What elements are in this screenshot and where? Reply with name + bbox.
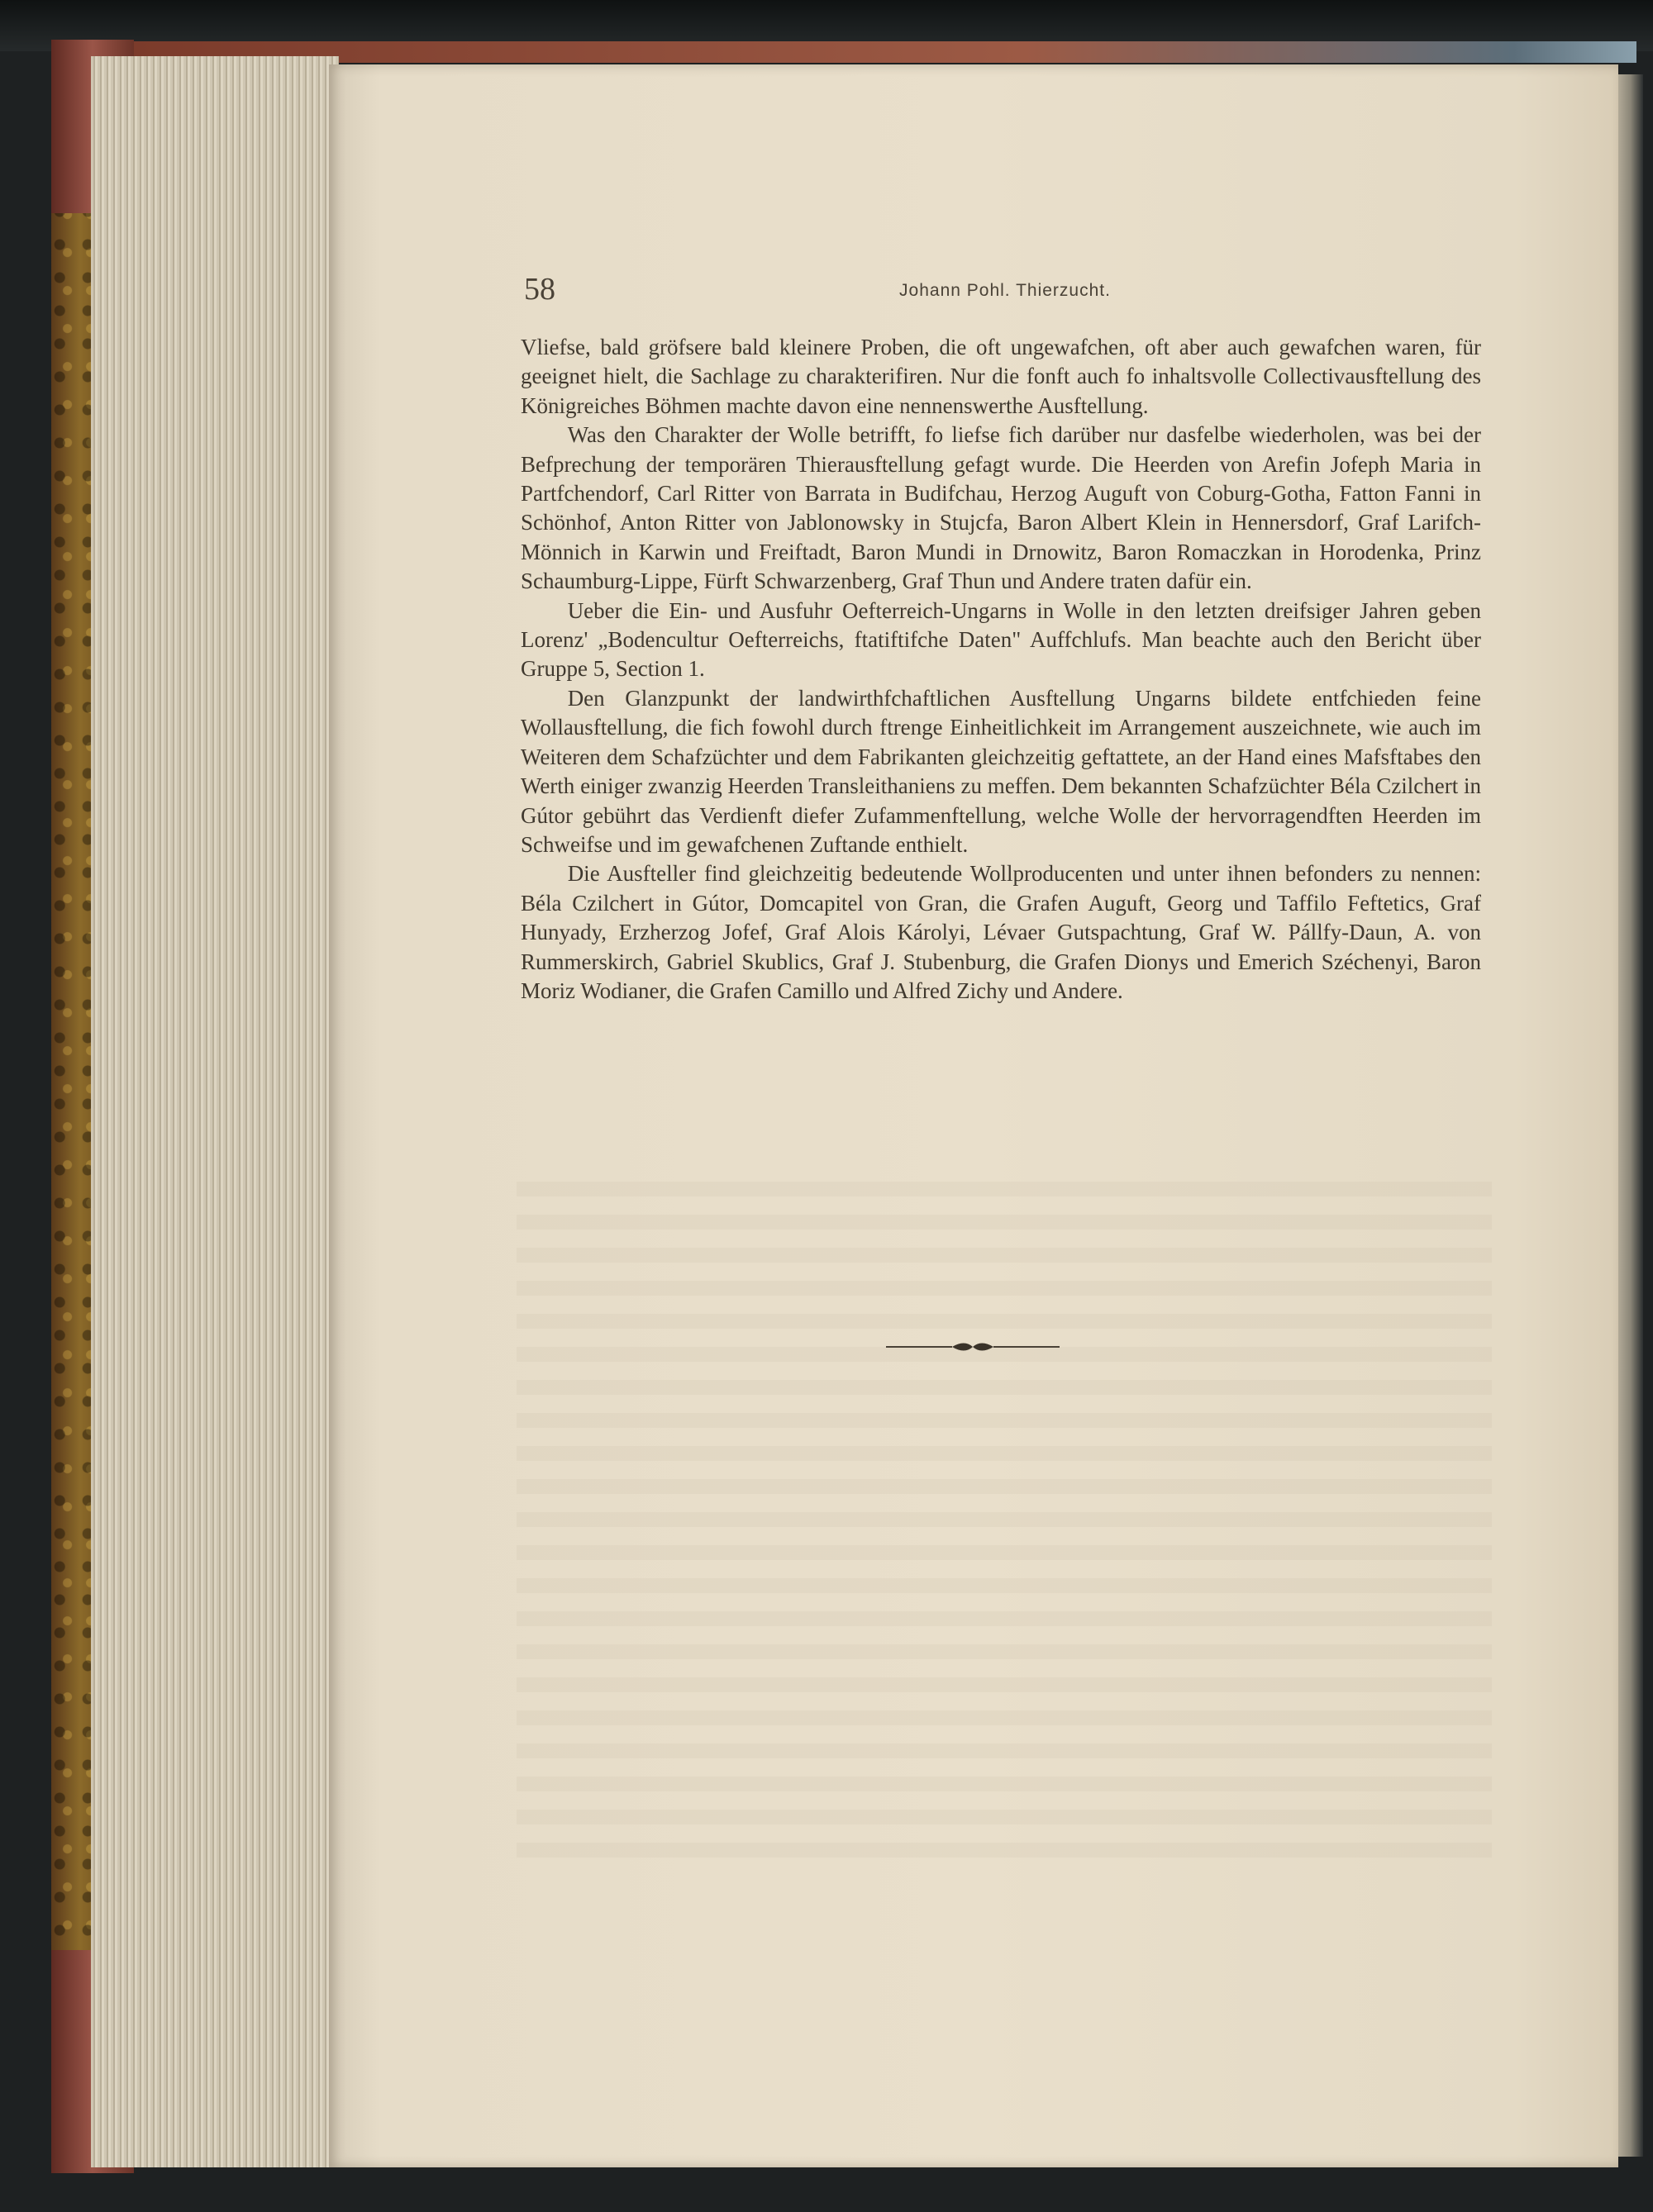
- show-through-text: [517, 1182, 1492, 1859]
- body-text: [521, 333, 1481, 1006]
- page-edges-stack: [91, 56, 339, 2167]
- running-head: Johann Pohl. Thierzucht.: [899, 281, 1111, 300]
- paragraph: Vliefse, bald gröfsere bald kleinere Proben, die oft ungewafchen, oft aber auch gewafchen waren, für geeignet hielt, die Sachlage zu charakterifiren. Nur die fonft auch fo inhaltsvolle Collectivausftellung des Königreiches Böhmen machte davon eine nennenswerthe Ausftellung.: [521, 335, 1481, 418]
- paragraph: Ueber die Ein- und Ausfuhr Oefterreich-Ungarns in Wolle in den letzten dreifsiger Jahren geben Lorenz' „Bodencultur Oefterreichs, ftatiftifche Daten" Auffchlufs. Man beachte auch den Bericht über Gruppe 5, Section 1.: [521, 597, 1481, 682]
- ornament-divider-icon: [886, 1337, 1060, 1357]
- page-number: 58: [524, 272, 555, 307]
- paragraph: Den Glanzpunkt der landwirthfchaftlichen Ausftellung Ungarns bildete entfchieden feine Wollausftellung, die fich fowohl durch ftrenge Einheitlichkeit im Arrangement auszeichnete, wie auch im Weiteren dem Schafzüchter und dem Fabrikanten gleichzeitig geftattete, an der Hand eines Mafsftabes den Werth einiger zwanzig Heerden Transleithaniens zu meffen. Dem bekannten Schafzüchter Béla Czilchert in Gútor gebührt das Verdienft diefer Zufammenftellung, welche Wolle der hervorragendften Heerden im Schweifse und im gewafchenen Zuftande enthielt.: [521, 685, 1481, 857]
- paragraph: Die Ausfteller find gleichzeitig bedeutende Wollproducenten und unter ihnen befonders zu nennen: Béla Czilchert in Gútor, Domcapitel von Gran, die Grafen Auguft, Georg und Taffilo Feftetics, Graf Hunyady, Erzherzog Jofef, Graf Alois Károlyi, Lévaer Gutspachtung, Graf W. Pállfy-Daun, A. von Rummerskirch, Gabriel Skublics, Graf J. Stubenburg, die Grafen Dionys und Emerich Széchenyi, Baron Moriz Wodianer, die Grafen Camillo und Alfred Zichy und Andere.: [521, 861, 1481, 1003]
- page-header: [519, 271, 1491, 314]
- paragraph: Was den Charakter der Wolle betrifft, fo liefse fich darüber nur dasfelbe wiederholen, was bei der Befprechung der temporären Thierausftellung gefagt wurde. Die Heerden von Arefin Jofeph Maria in Partfchendorf, Carl Ritter von Barrata in Budifchau, Herzog Auguft von Coburg-Gotha, Fatton Fanni in Schönhof, Anton Ritter von Jablonowsky in Stujcfa, Baron Albert Klein in Hennersdorf, Graf Larifch-Mönnich in Karwin und Freiftadt, Baron Mundi in Drnowitz, Baron Romaczkan in Horodenka, Prinz Schaumburg-Lippe, Fürft Schwarzenberg, Graf Thun und Andere traten dafür ein.: [521, 422, 1481, 594]
